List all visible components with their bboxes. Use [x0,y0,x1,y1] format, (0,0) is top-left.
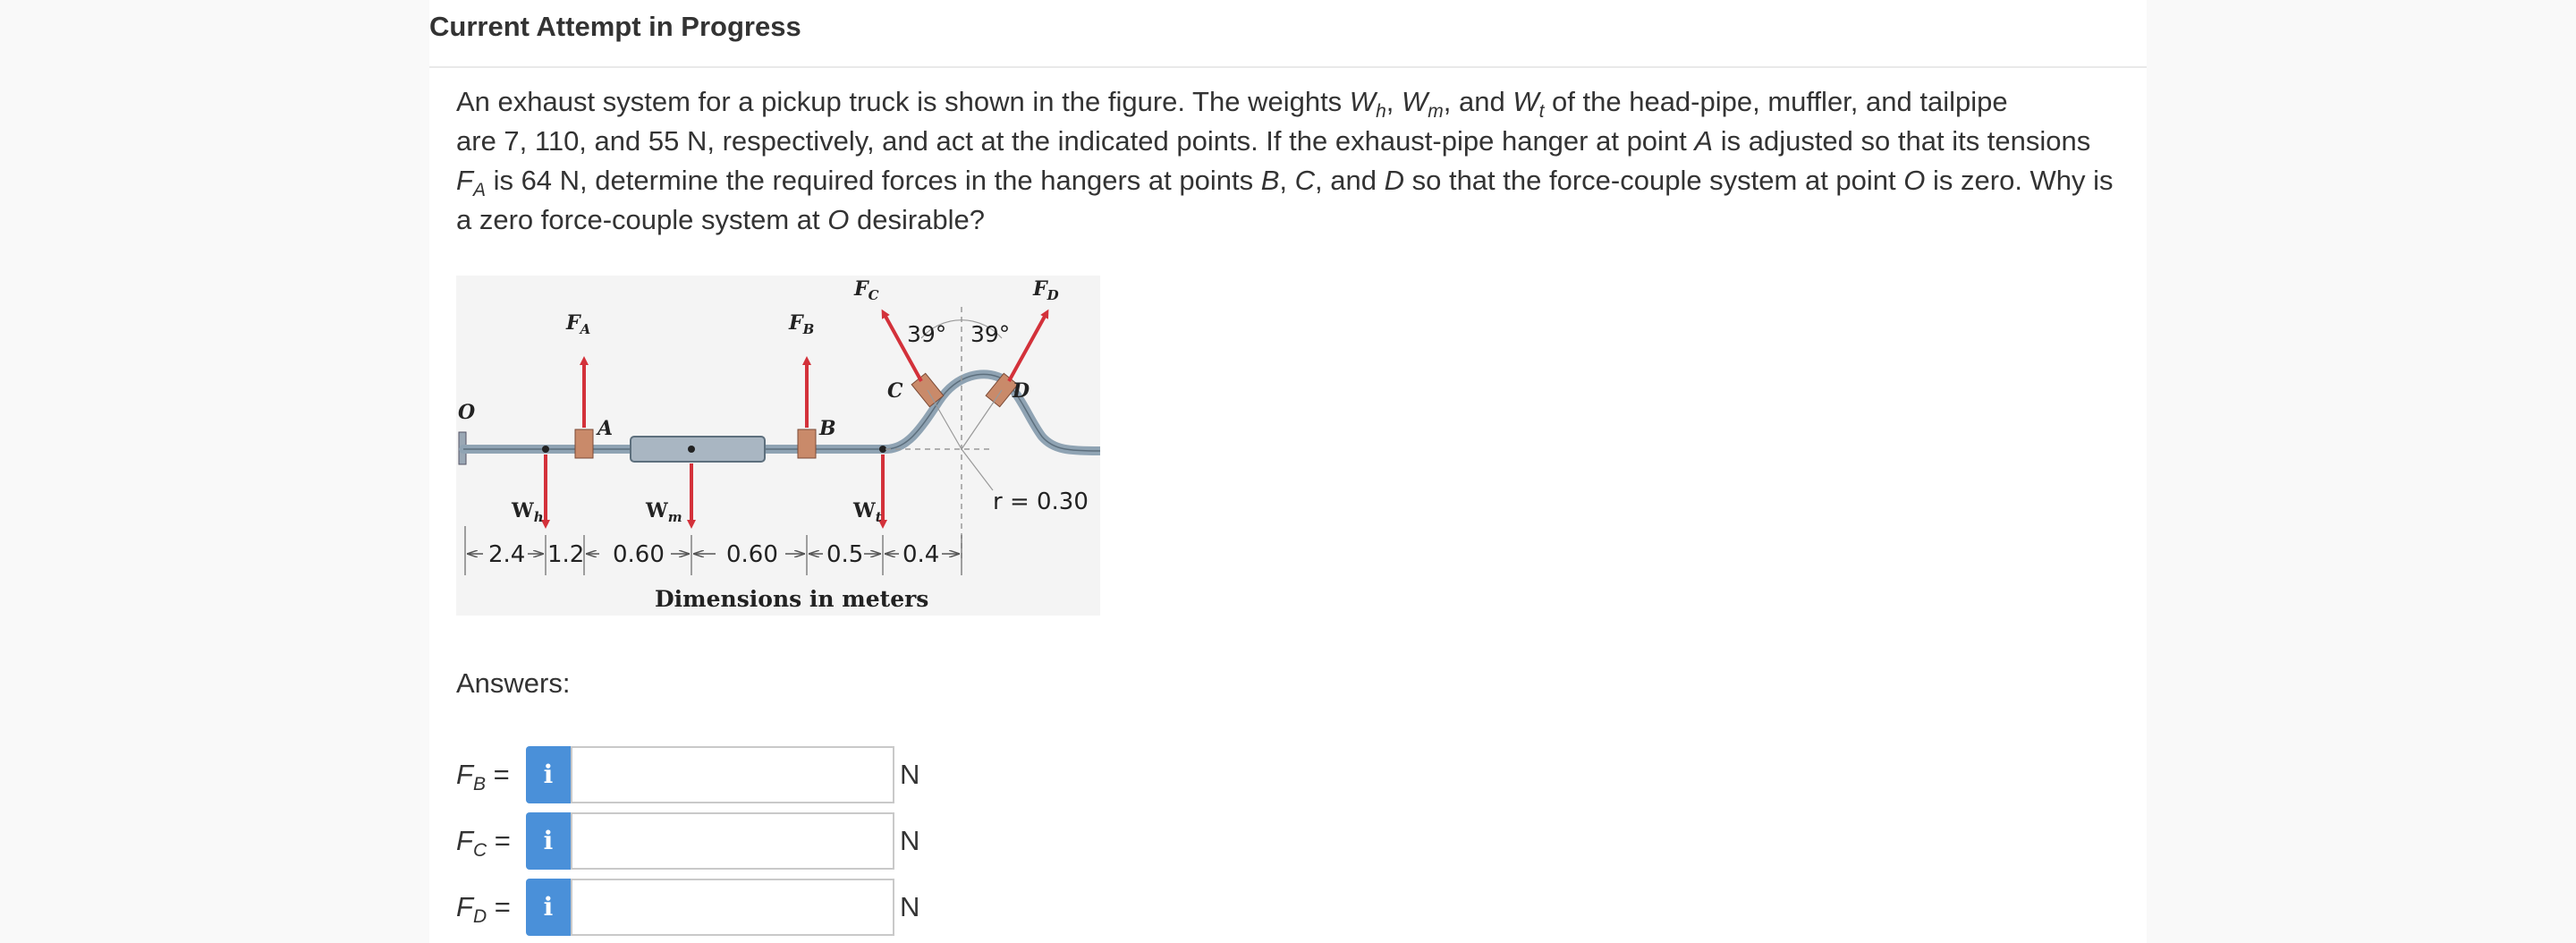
page-title: Current Attempt in Progress [429,11,801,42]
figure-svg [456,276,1100,616]
info-button-fb[interactable]: i [526,746,571,803]
force-c-label: $F_C$ [854,277,879,303]
dim-label-2: 1.2 [547,541,585,568]
answers-label: Answers: [456,667,571,699]
weight-t-label: $W_t$ [853,499,882,525]
dim-label-3: 0.60 [613,541,665,568]
weight-h-label: $W_h$ [512,499,544,525]
answer-unit-fd: N [900,891,920,922]
angle-left-label: 39° [907,321,947,347]
dimensions-caption: Dimensions in meters [655,586,929,612]
info-button-fc[interactable]: i [526,812,571,870]
answer-var-fd: $F_D$ = [456,891,511,928]
dim-label-6: 0.4 [902,541,940,568]
answer-unit-fc: N [900,825,920,856]
answer-input-fb[interactable] [571,746,894,803]
radius-line-d [962,390,1002,449]
dim-label-4: 0.60 [726,541,778,568]
force-d-label: $F_D$ [1033,277,1059,303]
radius-label: r = 0.30 [993,488,1089,515]
answer-var-fb: $F_B$ = [456,759,510,795]
point-o-label: O [458,401,476,424]
muffler-center [688,446,695,453]
muffler [631,437,765,462]
answer-input-fd[interactable] [571,879,894,936]
answer-input-fc[interactable] [571,812,894,870]
headpipe-center [542,446,549,453]
answer-var-fc: $F_C$ = [456,825,511,862]
point-d-label: D [1013,379,1030,403]
hanger-b [798,429,816,458]
force-a-label: $F_A$ [566,311,591,337]
answer-unit-fb: N [900,759,920,790]
point-c-label: C [887,379,903,403]
force-d-arrow [1009,313,1046,381]
tailpipe-center [879,446,886,453]
radius-line-r [962,449,993,490]
question-text: An exhaust system for a pickup truck is shown in the figure. The weights $W_h$, $W_m$, and $W_t$ of the head-pipe, muffler, and tailpipe are 7, 110, and 55 N, respectively, and act at the indicated points. If the exhaust-pipe hanger at point A is adjusted so that its tensions $F_A$ is 64 N, determine the required forces in the hangers at points B, C, and D so that the force-couple system at point O is zero. Why is a zero force-couple system at O desirable? [456,86,2114,235]
dim-label-5: 0.5 [826,541,864,568]
point-a-label: A [597,417,614,440]
point-b-label: B [819,417,836,440]
force-b-label: $F_B$ [789,311,815,337]
angle-right-label: 39° [970,321,1011,347]
weight-m-label: $W_m$ [646,499,682,525]
dim-label-1: 2.4 [488,541,526,568]
page-header [429,0,2147,68]
hanger-a [575,429,593,458]
exhaust-system-figure [456,276,1100,616]
info-button-fd[interactable]: i [526,879,571,936]
